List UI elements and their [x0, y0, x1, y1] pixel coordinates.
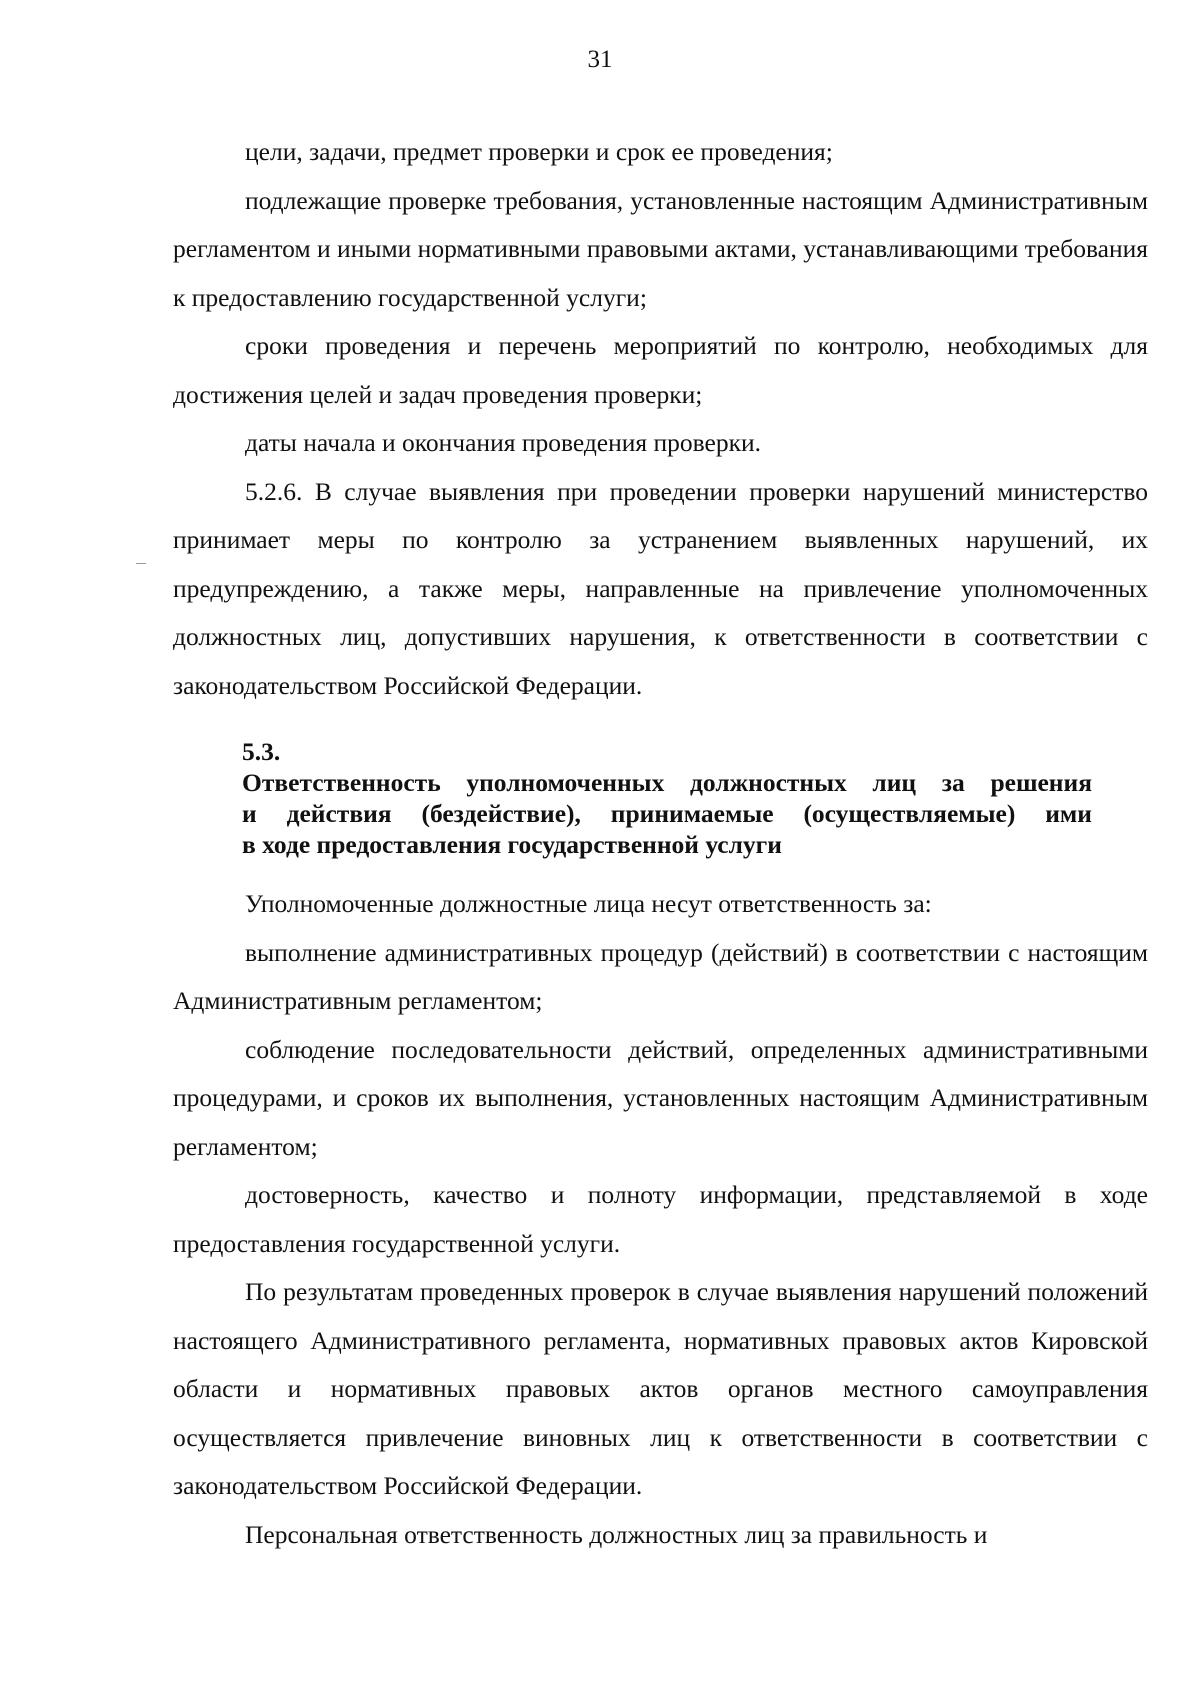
margin-mark: [136, 563, 146, 564]
paragraph: соблюдение последовательности действий, определенных административными процедурами, и сроков их выполнения, установленных настоящим Административным регламентом;: [173, 1034, 1148, 1161]
paragraph: цели, задачи, предмет проверки и срок ее проведения;: [245, 137, 833, 166]
paragraph: По результатам проведенных проверок в случае выявления нарушений положений настоящего Административного регламента, нормативных правовых актов Кировской области и нормативных правовых актов органов местного самоуправления осуществляется привлечение виновных лиц к ответственности в соответствии с законодательством Российской Федерации.: [173, 1277, 1148, 1500]
paragraph: сроки проведения и перечень мероприятий по контролю, необходимых для достижения целей и задач проведения проверки;: [173, 331, 1148, 409]
section-title: [242, 767, 1092, 860]
paragraph: достоверность, качество и полноту информации, представляемой в ходе предоставления государственной услуги.: [173, 1180, 1148, 1258]
section-number: 5.3.: [242, 737, 281, 766]
paragraph: выполнение административных процедур (действий) в соответствии с настоящим Административным регламентом;: [173, 937, 1148, 1015]
section-title-line: и действия (бездействие), принимаемые (осуществляемые) ими: [242, 799, 1092, 828]
section-title-line: в ходе предоставления государственной услуги: [242, 830, 782, 859]
section-heading: [173, 736, 1148, 860]
section-title-line: Ответственность уполномоченных должностных лиц за решения: [242, 768, 1092, 797]
paragraph: даты начала и окончания проведения проверки.: [245, 428, 762, 457]
document-body: [173, 128, 1148, 1559]
paragraph: подлежащие проверке требования, установленные настоящим Административным регламентом и иными нормативными правовыми актами, устанавливающими требования к предоставлению государственной услуги;: [173, 185, 1148, 312]
page-number: 31: [587, 46, 613, 73]
paragraph: 5.2.6. В случае выявления при проведении проверки нарушений министерство принимает меры по контролю за устранением выявленных нарушений, их предупреждению, а также меры, направленные на привлечение уполномоченных должностных лиц, допустивших нарушения, к ответственности в соответствии с законодательством Российской Федерации.: [173, 476, 1148, 700]
paragraph: Персональная ответственность должностных лиц за правильность и: [245, 1519, 988, 1549]
paragraph: Уполномоченные должностные лица несут ответственность за:: [245, 889, 932, 918]
